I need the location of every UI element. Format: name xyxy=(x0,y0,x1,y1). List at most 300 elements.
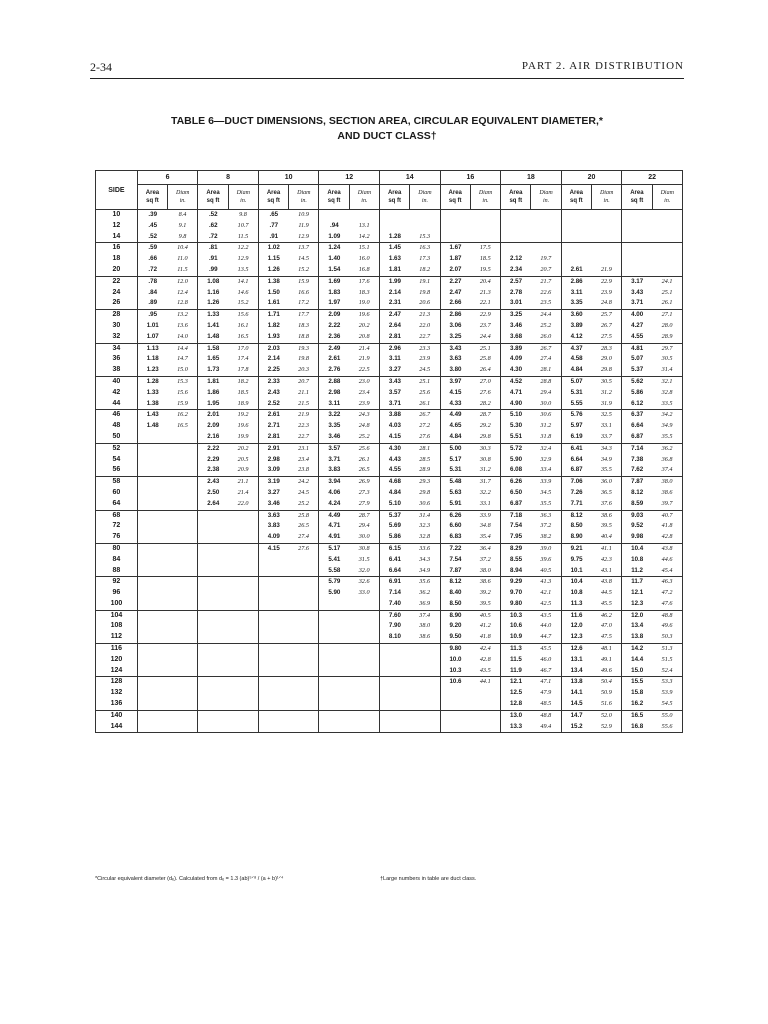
table-row xyxy=(96,443,683,454)
diam-unit: in. xyxy=(240,198,247,204)
diam-value: 22.3 xyxy=(289,421,319,432)
diam-unit: in. xyxy=(179,198,186,204)
area-value: 4.00 xyxy=(622,310,652,321)
diam-column-header xyxy=(228,185,258,210)
side-dimension: 10 xyxy=(96,210,138,221)
diam-value: 16.5 xyxy=(168,421,198,432)
diam-value xyxy=(168,455,198,466)
area-value xyxy=(622,221,652,232)
table-title-line-2: AND DUCT CLASS† xyxy=(337,130,437,142)
area-value xyxy=(137,566,167,577)
diam-value xyxy=(228,543,258,554)
diam-value: 29.4 xyxy=(531,388,561,399)
area-value: 13.4 xyxy=(622,621,652,632)
diam-value: 33.0 xyxy=(349,588,379,599)
diam-value: 39.6 xyxy=(531,555,561,566)
diam-value: 9.8 xyxy=(168,232,198,243)
diam-value: 18.2 xyxy=(228,376,258,387)
diam-value: 23.9 xyxy=(591,288,621,299)
diam-value: 25.2 xyxy=(531,321,561,332)
area-value: 5.30 xyxy=(501,421,531,432)
area-value: 9.52 xyxy=(622,521,652,532)
area-value: 1.43 xyxy=(137,410,167,421)
area-value: 3.57 xyxy=(319,443,349,454)
area-value xyxy=(137,499,167,510)
diam-value: 37.2 xyxy=(470,555,500,566)
area-value xyxy=(501,243,531,254)
diam-value xyxy=(289,599,319,610)
table-row xyxy=(96,465,683,476)
area-value: 2.64 xyxy=(380,321,410,332)
table-row xyxy=(96,310,683,321)
diam-value: 44.1 xyxy=(470,677,500,688)
diam-value: 48.1 xyxy=(591,644,621,655)
area-value xyxy=(137,488,167,499)
area-value: 8.12 xyxy=(440,577,470,588)
side-dimension: 32 xyxy=(96,332,138,343)
diam-value: 27.6 xyxy=(410,432,440,443)
diam-value: 19.8 xyxy=(289,354,319,365)
table-row xyxy=(96,532,683,543)
diam-value xyxy=(168,621,198,632)
side-dimension: 58 xyxy=(96,477,138,488)
diam-value: 24.5 xyxy=(289,488,319,499)
area-value: 10.1 xyxy=(561,566,591,577)
diam-value: 33.7 xyxy=(591,432,621,443)
area-value: 1.67 xyxy=(440,243,470,254)
side-dimension: 46 xyxy=(96,410,138,421)
diam-value: 49.6 xyxy=(652,621,682,632)
diam-value: 25.8 xyxy=(470,354,500,365)
area-value: 5.00 xyxy=(440,443,470,454)
diam-value xyxy=(168,543,198,554)
area-value: 3.11 xyxy=(319,399,349,410)
diam-value xyxy=(349,699,379,710)
diam-value: 19.1 xyxy=(410,276,440,287)
area-value: 2.47 xyxy=(380,310,410,321)
area-value: 12.0 xyxy=(622,610,652,621)
area-value: .81 xyxy=(198,243,228,254)
diam-value xyxy=(228,677,258,688)
diam-unit: in. xyxy=(482,198,489,204)
diam-value: 46.2 xyxy=(591,610,621,621)
diam-value: 34.3 xyxy=(410,555,440,566)
area-value: 1.63 xyxy=(380,254,410,265)
diam-value: 21.1 xyxy=(228,477,258,488)
area-value: 8.50 xyxy=(561,521,591,532)
area-value: 1.58 xyxy=(198,343,228,354)
area-value: 5.90 xyxy=(319,588,349,599)
diam-value: 48.5 xyxy=(531,699,561,710)
area-value xyxy=(380,221,410,232)
area-value xyxy=(258,722,288,733)
area-value: 5.31 xyxy=(440,465,470,476)
diam-value: 47.2 xyxy=(652,588,682,599)
diam-label: Diam xyxy=(176,190,190,196)
area-value xyxy=(319,632,349,643)
area-value xyxy=(622,210,652,221)
area-value: .91 xyxy=(258,232,288,243)
area-value: 11.2 xyxy=(622,566,652,577)
area-value: 7.06 xyxy=(561,477,591,488)
area-value: 11.9 xyxy=(501,666,531,677)
area-value: 1.40 xyxy=(319,254,349,265)
diam-value xyxy=(410,688,440,699)
area-value: 3.46 xyxy=(258,499,288,510)
area-value xyxy=(319,621,349,632)
area-value: 6.37 xyxy=(622,410,652,421)
area-value: .91 xyxy=(198,254,228,265)
diam-value: 9.1 xyxy=(168,221,198,232)
diam-value: 18.9 xyxy=(228,399,258,410)
area-value: 2.34 xyxy=(501,265,531,276)
area-value xyxy=(380,210,410,221)
area-unit: sq ft xyxy=(327,198,341,204)
diam-label: Diam xyxy=(418,190,432,196)
area-value: 3.83 xyxy=(319,465,349,476)
diam-value: 28.0 xyxy=(652,321,682,332)
area-value: 5.69 xyxy=(380,521,410,532)
area-value xyxy=(319,610,349,621)
area-value: 13.0 xyxy=(501,710,531,721)
area-value xyxy=(319,677,349,688)
area-value: 12.3 xyxy=(561,632,591,643)
diameter-header: 6 xyxy=(137,171,198,185)
diam-value: 19.5 xyxy=(470,265,500,276)
area-label: Area xyxy=(145,190,160,196)
area-column-header xyxy=(258,185,288,210)
diam-value: 33.4 xyxy=(531,465,561,476)
area-value: 13.8 xyxy=(622,632,652,643)
diam-value xyxy=(168,632,198,643)
diam-value: 38.0 xyxy=(470,566,500,577)
diam-value: 14.2 xyxy=(349,232,379,243)
area-value xyxy=(440,221,470,232)
diam-value: 33.9 xyxy=(470,510,500,521)
area-value: 7.40 xyxy=(380,599,410,610)
area-value xyxy=(198,577,228,588)
diam-value: 28.5 xyxy=(410,455,440,466)
area-value: 4.58 xyxy=(561,354,591,365)
area-value xyxy=(440,699,470,710)
area-value: 6.19 xyxy=(561,432,591,443)
area-value xyxy=(440,688,470,699)
area-value: 2.86 xyxy=(440,310,470,321)
diam-value: 55.6 xyxy=(652,722,682,733)
area-value: 1.41 xyxy=(198,321,228,332)
diam-value xyxy=(349,644,379,655)
area-value: 2.36 xyxy=(319,332,349,343)
diam-value: 24.3 xyxy=(349,410,379,421)
diam-value: 23.1 xyxy=(289,443,319,454)
area-value: 15.8 xyxy=(622,688,652,699)
area-value xyxy=(198,699,228,710)
area-value xyxy=(501,210,531,221)
area-value: 1.07 xyxy=(137,332,167,343)
diam-value: 31.2 xyxy=(470,465,500,476)
area-value: 6.83 xyxy=(440,532,470,543)
side-dimension: 76 xyxy=(96,532,138,543)
diam-value: 28.1 xyxy=(410,443,440,454)
area-value: 12.8 xyxy=(501,699,531,710)
area-value: 4.15 xyxy=(380,432,410,443)
side-dimension: 30 xyxy=(96,321,138,332)
area-unit: sq ft xyxy=(630,198,644,204)
diam-label: Diam xyxy=(660,190,674,196)
diam-value: 15.3 xyxy=(410,232,440,243)
diam-value: 21.9 xyxy=(289,410,319,421)
diam-value xyxy=(289,577,319,588)
area-value: 8.90 xyxy=(561,532,591,543)
area-value xyxy=(198,599,228,610)
area-value: 1.50 xyxy=(258,288,288,299)
diameter-header: 22 xyxy=(622,171,683,185)
diam-value: 12.2 xyxy=(228,243,258,254)
area-value: 6.41 xyxy=(561,443,591,454)
diam-value: 41.8 xyxy=(652,521,682,532)
diam-value: 10.7 xyxy=(228,221,258,232)
diam-value: 13.7 xyxy=(289,243,319,254)
area-value: 3.11 xyxy=(380,354,410,365)
area-value xyxy=(258,577,288,588)
diam-value: 25.6 xyxy=(349,443,379,454)
diam-value: 26.7 xyxy=(591,321,621,332)
side-dimension: 40 xyxy=(96,376,138,387)
area-value xyxy=(258,588,288,599)
area-value: 4.12 xyxy=(561,332,591,343)
diam-value: 34.9 xyxy=(410,566,440,577)
area-value xyxy=(380,677,410,688)
diam-value: 46.3 xyxy=(652,577,682,588)
diam-label: Diam xyxy=(599,190,614,196)
area-value: 4.52 xyxy=(501,376,531,387)
area-value xyxy=(198,588,228,599)
diam-value xyxy=(168,577,198,588)
area-value: 2.61 xyxy=(561,265,591,276)
area-value: 9.21 xyxy=(561,543,591,554)
table-row xyxy=(96,610,683,621)
diam-value: 34.5 xyxy=(531,488,561,499)
diam-value xyxy=(289,566,319,577)
area-value: 11.5 xyxy=(501,655,531,666)
area-value: 1.61 xyxy=(258,298,288,309)
diam-value: 36.2 xyxy=(410,588,440,599)
diam-value xyxy=(349,666,379,677)
side-dimension: 28 xyxy=(96,310,138,321)
area-value: 4.30 xyxy=(501,365,531,376)
table-row xyxy=(96,555,683,566)
area-label: Area xyxy=(448,190,462,196)
area-value: 1.09 xyxy=(319,232,349,243)
diam-value xyxy=(228,655,258,666)
area-value: 1.81 xyxy=(198,376,228,387)
diam-value: 25.8 xyxy=(289,510,319,521)
diam-value: 16.2 xyxy=(168,410,198,421)
side-dimension: 56 xyxy=(96,465,138,476)
diam-value xyxy=(349,210,379,221)
diam-value: 49.4 xyxy=(531,722,561,733)
diam-value: 10.4 xyxy=(168,243,198,254)
area-value xyxy=(440,210,470,221)
area-value: 3.57 xyxy=(380,388,410,399)
diam-value: 20.4 xyxy=(470,276,500,287)
area-value: 6.64 xyxy=(622,421,652,432)
area-value: 3.68 xyxy=(501,332,531,343)
table-row xyxy=(96,699,683,710)
area-value: 5.79 xyxy=(319,577,349,588)
diam-value: 21.3 xyxy=(410,310,440,321)
diam-value xyxy=(652,265,682,276)
area-unit: sq ft xyxy=(570,198,583,204)
area-value: 10.3 xyxy=(501,610,531,621)
side-dimension: 54 xyxy=(96,455,138,466)
diam-value: 32.4 xyxy=(531,443,561,454)
diam-value: 18.5 xyxy=(470,254,500,265)
area-value xyxy=(198,688,228,699)
table-row xyxy=(96,410,683,421)
area-value xyxy=(258,599,288,610)
diam-value: 22.1 xyxy=(470,298,500,309)
area-value: 1.99 xyxy=(380,276,410,287)
diam-value: 23.7 xyxy=(470,321,500,332)
diam-value: 26.5 xyxy=(289,521,319,532)
diam-value xyxy=(289,610,319,621)
diam-value: 18.5 xyxy=(228,388,258,399)
area-value xyxy=(198,644,228,655)
area-value: 10.3 xyxy=(440,666,470,677)
area-value xyxy=(258,555,288,566)
table-header xyxy=(96,171,683,210)
diam-value: 13.5 xyxy=(228,265,258,276)
diam-value: 36.8 xyxy=(652,455,682,466)
diam-value xyxy=(289,588,319,599)
diam-value: 32.0 xyxy=(349,566,379,577)
diam-value: 32.8 xyxy=(410,532,440,543)
diam-value: 25.2 xyxy=(349,432,379,443)
diam-value: 35.5 xyxy=(652,432,682,443)
diam-value: 22.0 xyxy=(410,321,440,332)
diam-value: 29.3 xyxy=(410,477,440,488)
area-value: 5.91 xyxy=(440,499,470,510)
area-value: 2.33 xyxy=(258,376,288,387)
diam-value xyxy=(228,510,258,521)
area-value: 2.27 xyxy=(440,276,470,287)
area-column-header xyxy=(622,185,652,210)
table-title xyxy=(90,114,684,144)
area-value: .59 xyxy=(137,243,167,254)
area-column-header xyxy=(319,185,349,210)
area-value: 3.19 xyxy=(258,477,288,488)
diam-value: 32.2 xyxy=(470,488,500,499)
area-value: 10.6 xyxy=(501,621,531,632)
table-row xyxy=(96,632,683,643)
diam-value: 33.1 xyxy=(591,421,621,432)
table-row xyxy=(96,722,683,733)
area-value xyxy=(137,688,167,699)
diam-value xyxy=(168,722,198,733)
diam-value: 21.9 xyxy=(349,354,379,365)
diam-value xyxy=(349,655,379,666)
diam-value: 32.3 xyxy=(410,521,440,532)
diam-value: 53.9 xyxy=(652,688,682,699)
table-row xyxy=(96,477,683,488)
table-row xyxy=(96,332,683,343)
table-row xyxy=(96,588,683,599)
diam-value: 49.1 xyxy=(591,655,621,666)
area-value: 11.3 xyxy=(501,644,531,655)
diam-value: 16.5 xyxy=(228,332,258,343)
area-value: 1.87 xyxy=(440,254,470,265)
diam-value: 24.8 xyxy=(591,298,621,309)
diam-value: 24.8 xyxy=(349,421,379,432)
diam-value: 38.6 xyxy=(652,488,682,499)
table-row xyxy=(96,432,683,443)
diam-value: 38.6 xyxy=(470,577,500,588)
diam-value: 52.0 xyxy=(591,710,621,721)
area-column-header xyxy=(198,185,228,210)
diam-value xyxy=(652,232,682,243)
area-value: 2.78 xyxy=(501,288,531,299)
area-value xyxy=(440,710,470,721)
diam-value: 19.6 xyxy=(228,421,258,432)
diam-value: 21.7 xyxy=(531,276,561,287)
area-value: 4.68 xyxy=(380,477,410,488)
diam-value: 26.1 xyxy=(652,298,682,309)
area-value: 2.76 xyxy=(319,365,349,376)
diam-value xyxy=(652,254,682,265)
area-value: 5.72 xyxy=(501,443,531,454)
area-value: 6.15 xyxy=(380,543,410,554)
area-value xyxy=(137,610,167,621)
area-value xyxy=(137,443,167,454)
diam-value: 18.3 xyxy=(349,288,379,299)
area-value xyxy=(137,532,167,543)
diam-value: 15.9 xyxy=(168,399,198,410)
area-value: 5.62 xyxy=(622,376,652,387)
area-value: .77 xyxy=(258,221,288,232)
diam-value: 28.7 xyxy=(470,410,500,421)
diam-value xyxy=(410,699,440,710)
diam-value: 24.1 xyxy=(652,276,682,287)
area-value xyxy=(198,521,228,532)
area-value xyxy=(137,644,167,655)
area-value xyxy=(198,632,228,643)
side-dimension: 48 xyxy=(96,421,138,432)
diam-value xyxy=(289,677,319,688)
table-row xyxy=(96,521,683,532)
diam-column-header xyxy=(531,185,561,210)
diam-value: 45.5 xyxy=(531,644,561,655)
diam-value: 15.2 xyxy=(289,265,319,276)
diam-value xyxy=(168,432,198,443)
area-value: 2.22 xyxy=(319,321,349,332)
area-value xyxy=(380,644,410,655)
area-value: 2.14 xyxy=(380,288,410,299)
area-column-header xyxy=(440,185,470,210)
area-value: 1.24 xyxy=(319,243,349,254)
area-value: 3.43 xyxy=(440,343,470,354)
diam-value xyxy=(470,210,500,221)
diam-value: 20.6 xyxy=(410,298,440,309)
diam-value: 21.4 xyxy=(349,343,379,354)
diameter-header: 8 xyxy=(198,171,259,185)
area-value: 7.95 xyxy=(501,532,531,543)
area-value: 2.38 xyxy=(198,465,228,476)
diam-value: 55.0 xyxy=(652,710,682,721)
diam-value: 41.8 xyxy=(470,632,500,643)
diam-value: 50.3 xyxy=(652,632,682,643)
diam-column-header xyxy=(652,185,682,210)
